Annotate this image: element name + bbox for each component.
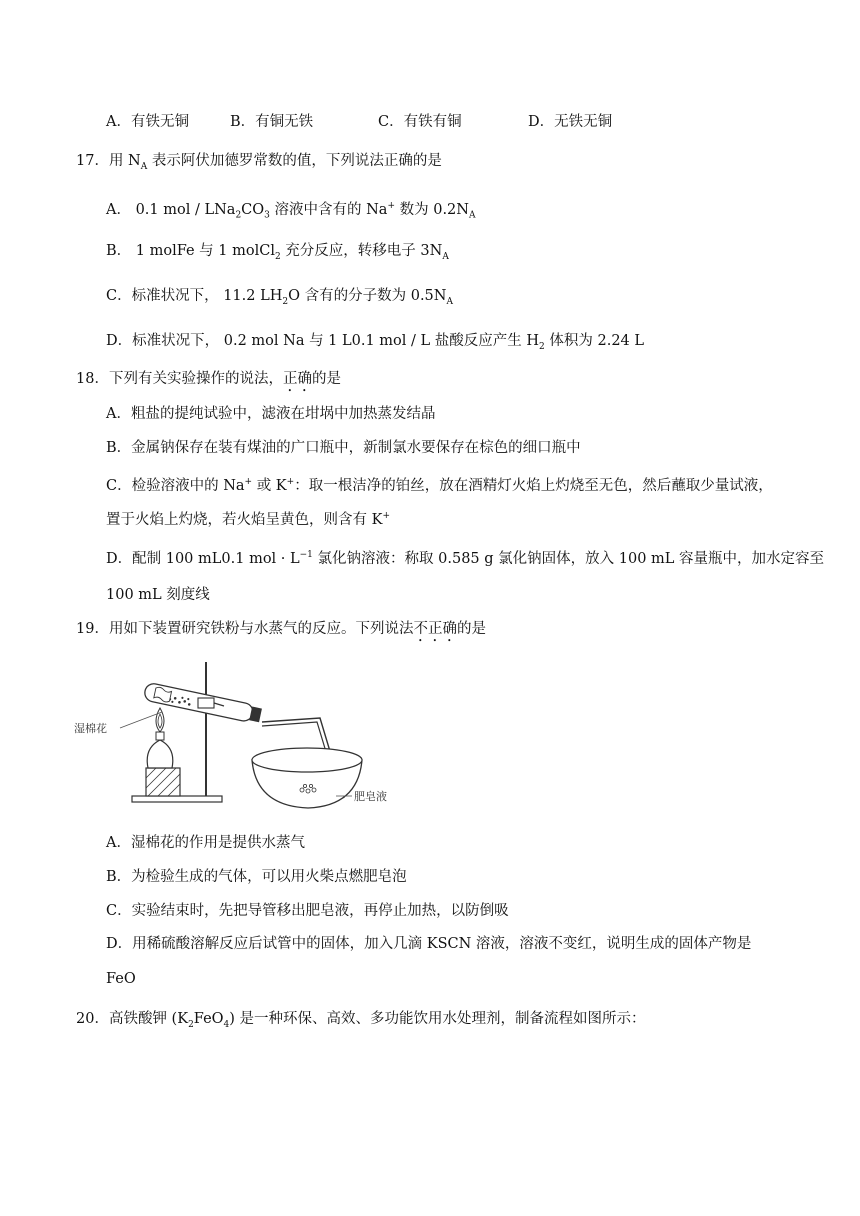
q20-stem: 20．高铁酸钾 $(K_2FeO_4)$ 是一种环保、高效、多功能饮用水处理剂，制备流程如图所示： (76, 1011, 646, 1030)
q18-option-c-cont: 置于火焰上灼烧，若火焰呈黄色，则含有 K+ (106, 511, 390, 528)
label-wet-cotton: 湿棉花 (74, 722, 107, 735)
q16-option-b: B．有铜无铁 (230, 114, 314, 130)
q19-option-d-cont: FeO (106, 971, 136, 987)
q17-option-c: C．标准状况下， 11.2 $LH_2O$ 含有的分子数为 $0.5N_A$ (106, 288, 453, 307)
q19-option-d: D．用稀硫酸溶解反应后试管中的固体，加入几滴 KSCN 溶液，溶液不变红，说明生成的固体产物是 (106, 936, 752, 952)
q18-option-d: D．配制 100 mL0.1 mol · $L^{-1}$ 氯化钠溶液：称取 0.585 g 氯化钠固体，放入 100 mL 容量瓶中，加水定容至 (106, 550, 825, 567)
q18-emphasis: 正确 (282, 371, 312, 387)
q18-stem: 18．下列有关实验操作的说法，正确的是 (76, 371, 341, 387)
q16-option-d: D．无铁无铜 (528, 114, 613, 130)
q17-stem: 17．用 $N_A$ 表示阿伏加德罗常数的值，下列说法正确的是 (76, 153, 442, 172)
label-soap-solution: 肥皂液 (354, 790, 387, 803)
q17-option-b: B． 1 molFe 与 1 molCl$_2$ 充分反应，转移电子 $3N_A$ (106, 243, 449, 262)
iron-steam-apparatus-figure (74, 648, 434, 818)
q16-option-c: C．有铁有铜 (378, 114, 462, 130)
q18-option-d-cont: 100 mL 刻度线 (106, 587, 210, 603)
q17-option-d: D．标准状况下， 0.2 mol Na 与 1 L0.1 mol / L 盐酸反应产生 $H_2$ 体积为 2.24 L (106, 333, 645, 352)
q19-option-a: A．湿棉花的作用是提供水蒸气 (106, 835, 305, 851)
q19-option-c: C．实验结束时，先把导管移出肥皂液，再停止加热，以防倒吸 (106, 903, 509, 919)
q19-stem: 19．用如下装置研究铁粉与水蒸气的反应。下列说法不正确的是 (76, 621, 486, 637)
q16-options (106, 112, 706, 132)
q18-option-c: C．检验溶液中的 Na+ 或 K+：取一根洁净的铂丝，放在酒精灯火焰上灼烧至无色，然后蘸取少量试液， (106, 477, 773, 494)
q17-option-a: A． 0.1 mol / $LNa_2CO_3$ 溶液中含有的 Na+ 数为 $0.2N_A$ (106, 201, 476, 221)
q19-option-b: B．为检验生成的气体，可以用火柴点燃肥皂泡 (106, 869, 407, 885)
q18-option-a: A．粗盐的提纯试验中，滤液在坩埚中加热蒸发结晶 (106, 406, 436, 422)
q19-emphasis: 不正确 (413, 621, 457, 637)
q18-option-b: B．金属钠保存在装有煤油的广口瓶中，新制氯水要保存在棕色的细口瓶中 (106, 440, 581, 456)
q16-option-a: A．有铁无铜 (106, 114, 189, 130)
